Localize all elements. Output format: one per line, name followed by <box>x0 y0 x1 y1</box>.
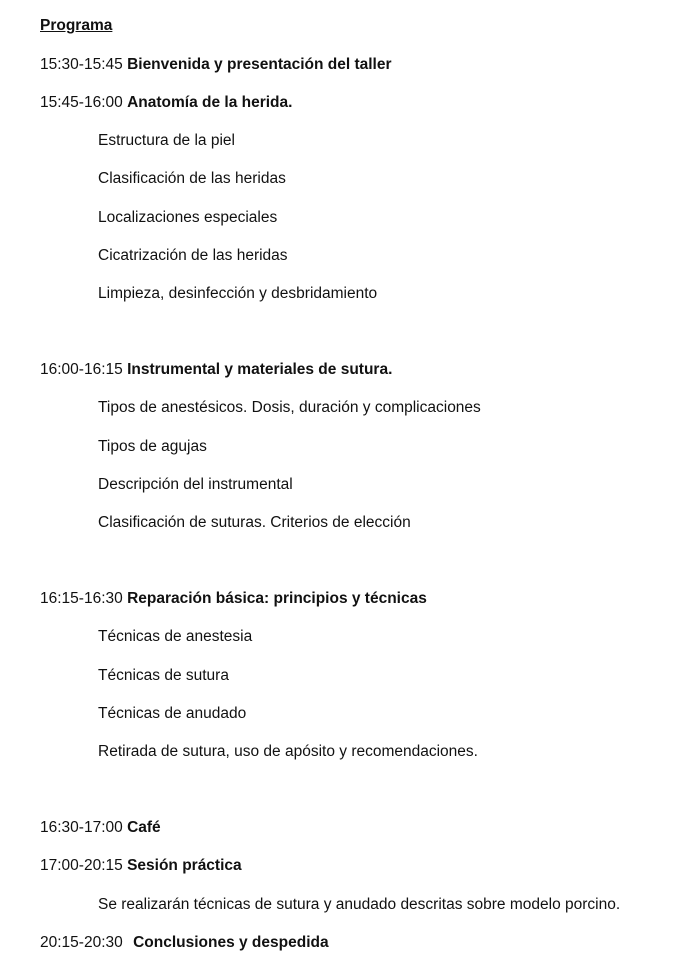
program-title: Programa <box>40 17 113 34</box>
session-line <box>40 93 292 113</box>
session-time: 15:45-16:00 <box>40 94 123 111</box>
topic-item: Técnicas de anudado <box>98 705 247 722</box>
topic-item: Se realizarán técnicas de sutura y anudado descritas sobre modelo porcino. <box>98 896 621 913</box>
topic-item: Tipos de agujas <box>98 438 207 455</box>
session-line <box>40 55 392 75</box>
session-line <box>40 589 427 609</box>
session-line <box>40 818 161 838</box>
session-time: 16:00-16:15 <box>40 361 123 378</box>
session-label: Reparación básica: principios y técnicas <box>127 590 427 607</box>
topic-item: Tipos de anestésicos. Dosis, duración y complicaciones <box>98 399 481 416</box>
topic-item: Retirada de sutura, uso de apósito y recomendaciones. <box>98 743 478 760</box>
session-time: 17:00-20:15 <box>40 857 123 874</box>
session-line <box>40 360 392 380</box>
session-time: 16:15-16:30 <box>40 590 123 607</box>
session-label: Instrumental y materiales de sutura. <box>127 361 393 378</box>
topic-item: Técnicas de sutura <box>98 667 229 684</box>
session-label: Bienvenida y presentación del taller <box>127 56 392 73</box>
session-time: 20:15-20:30 <box>40 934 123 951</box>
topic-item: Localizaciones especiales <box>98 209 278 226</box>
session-label: Conclusiones y despedida <box>133 934 329 951</box>
session-label: Sesión práctica <box>127 857 242 874</box>
session-time: 15:30-15:45 <box>40 56 123 73</box>
topic-item: Cicatrización de las heridas <box>98 247 288 264</box>
topic-item: Clasificación de suturas. Criterios de elección <box>98 514 411 531</box>
session-label: Café <box>127 819 161 836</box>
topic-item: Limpieza, desinfección y desbridamiento <box>98 285 378 302</box>
topic-item: Clasificación de las heridas <box>98 170 286 187</box>
topic-item: Técnicas de anestesia <box>98 628 253 645</box>
session-line <box>40 856 242 876</box>
session-label: Anatomía de la herida. <box>127 94 293 111</box>
topic-item: Estructura de la piel <box>98 132 235 149</box>
session-line <box>40 933 329 953</box>
session-time: 16:30-17:00 <box>40 819 123 836</box>
topic-item: Descripción del instrumental <box>98 476 293 493</box>
